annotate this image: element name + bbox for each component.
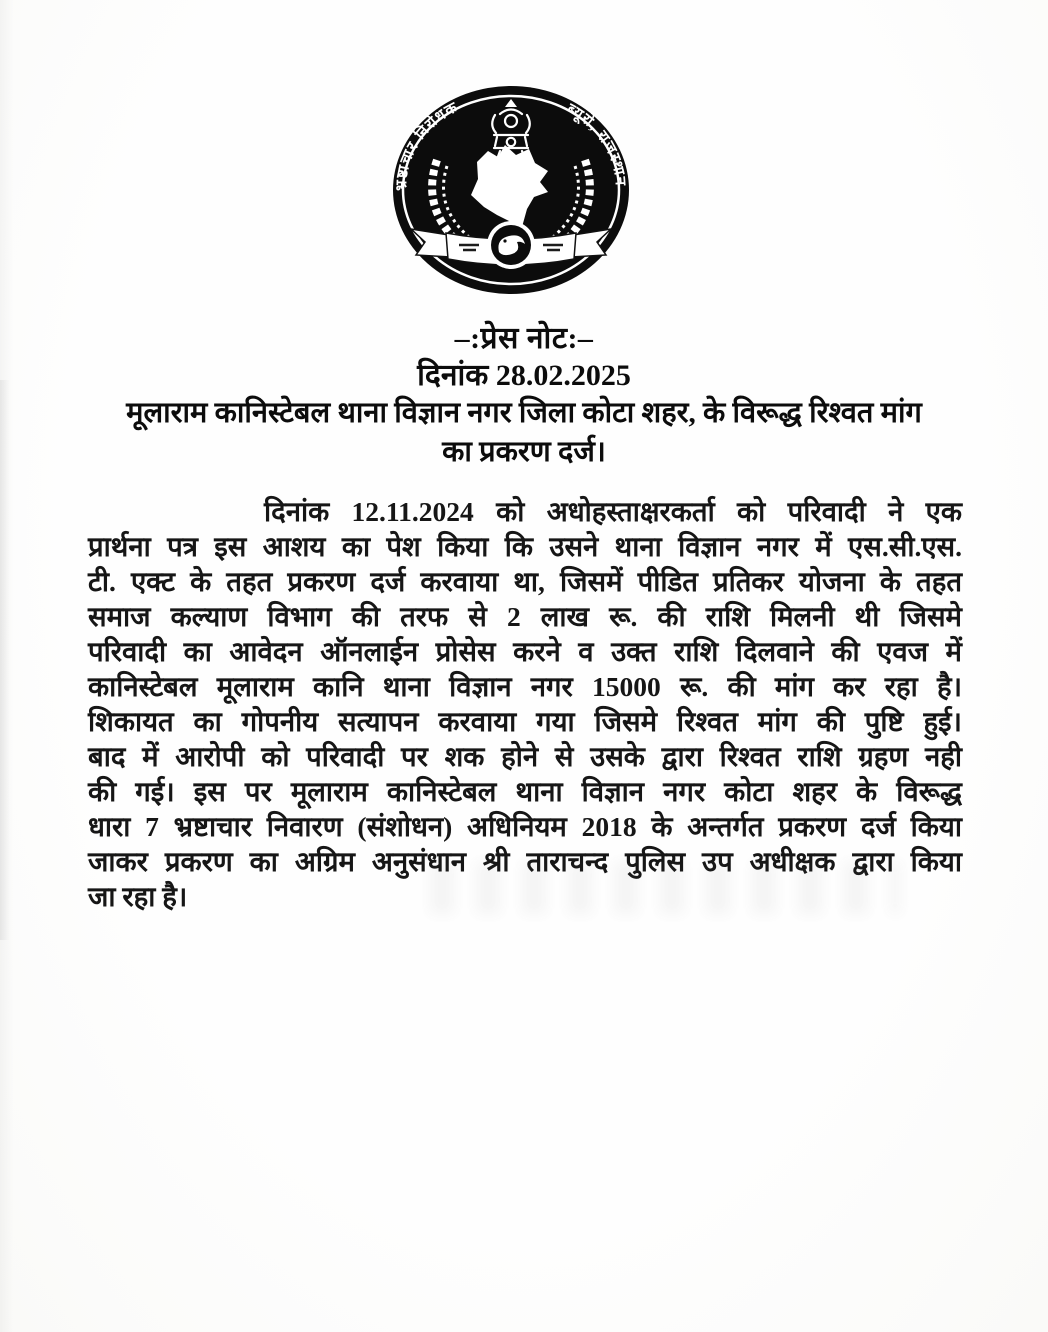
body-line: समाज कल्याण विभाग की तरफ से 2 लाख रू. की राशि मिलनी थी जिसमे [88,601,962,632]
body-line: बाद में आरोपी को परिवादी पर शक होने से उसके द्वारा रिश्वत राशि ग्रहण नही [88,741,962,772]
press-note-title: –:प्रेस नोट:– [454,322,594,355]
seal-ring-text-left: भ्रष्टाचार निरोधक [393,99,462,192]
body-line: शिकायत का गोपनीय सत्यापन करवाया गया जिसमे रिश्वत मांग की पुष्टि हुई। [88,706,962,737]
acb-rajasthan-seal [389,84,633,296]
body-line: जाकर प्रकरण का अग्रिम अनुसंधान श्री ताराचन्द पुलिस उप अधीक्षक द्वारा किया [88,846,962,877]
body-line: प्रार्थना पत्र इस आशय का पेश किया कि उसने थाना विज्ञान नगर में एस.सी.एस. [88,531,962,562]
body-line: की गई। इस पर मूलाराम कानिस्टेबल थाना विज्ञान नगर कोटा शहर के विरूद्ध [88,776,962,807]
press-note-header [0,320,1048,472]
acb-seal-graphic [389,84,633,296]
body-line: कानिस्टेबल मूलाराम कानि थाना विज्ञान नगर 15000 रू. की मांग कर रहा है। [88,671,962,702]
body-line: जा रहा है। [88,881,188,912]
subject-line-1: मूलाराम कानिस्टेबल थाना विज्ञान नगर जिला कोटा शहर, के विरूद्ध रिश्वत मांग [126,397,922,429]
body-paragraph [88,494,962,914]
body-line: परिवादी का आवेदन ऑनलाईन प्रोसेस करने व उक्त राशि दिलवाने की एवज में [88,636,962,667]
body-line: टी. एक्ट के तहत प्रकरण दर्ज करवाया था, जिसमें पीडित प्रतिकर योजना के तहत [88,566,962,597]
date-line: दिनांक 28.02.2025 [417,359,631,392]
bird-medallion-icon [487,221,535,269]
subject-line-2: का प्रकरण दर्ज। [442,436,606,468]
body-line: धारा 7 भ्रष्टाचार निवारण (संशोधन) अधिनियम 2018 के अन्तर्गत प्रकरण दर्ज किया [88,811,962,842]
body-line: दिनांक 12.11.2024 को अधोहस्ताक्षरकर्ता को परिवादी ने एक [264,496,962,527]
seal-ring-text-right: ब्यूरो, राजस्थान [564,101,629,188]
